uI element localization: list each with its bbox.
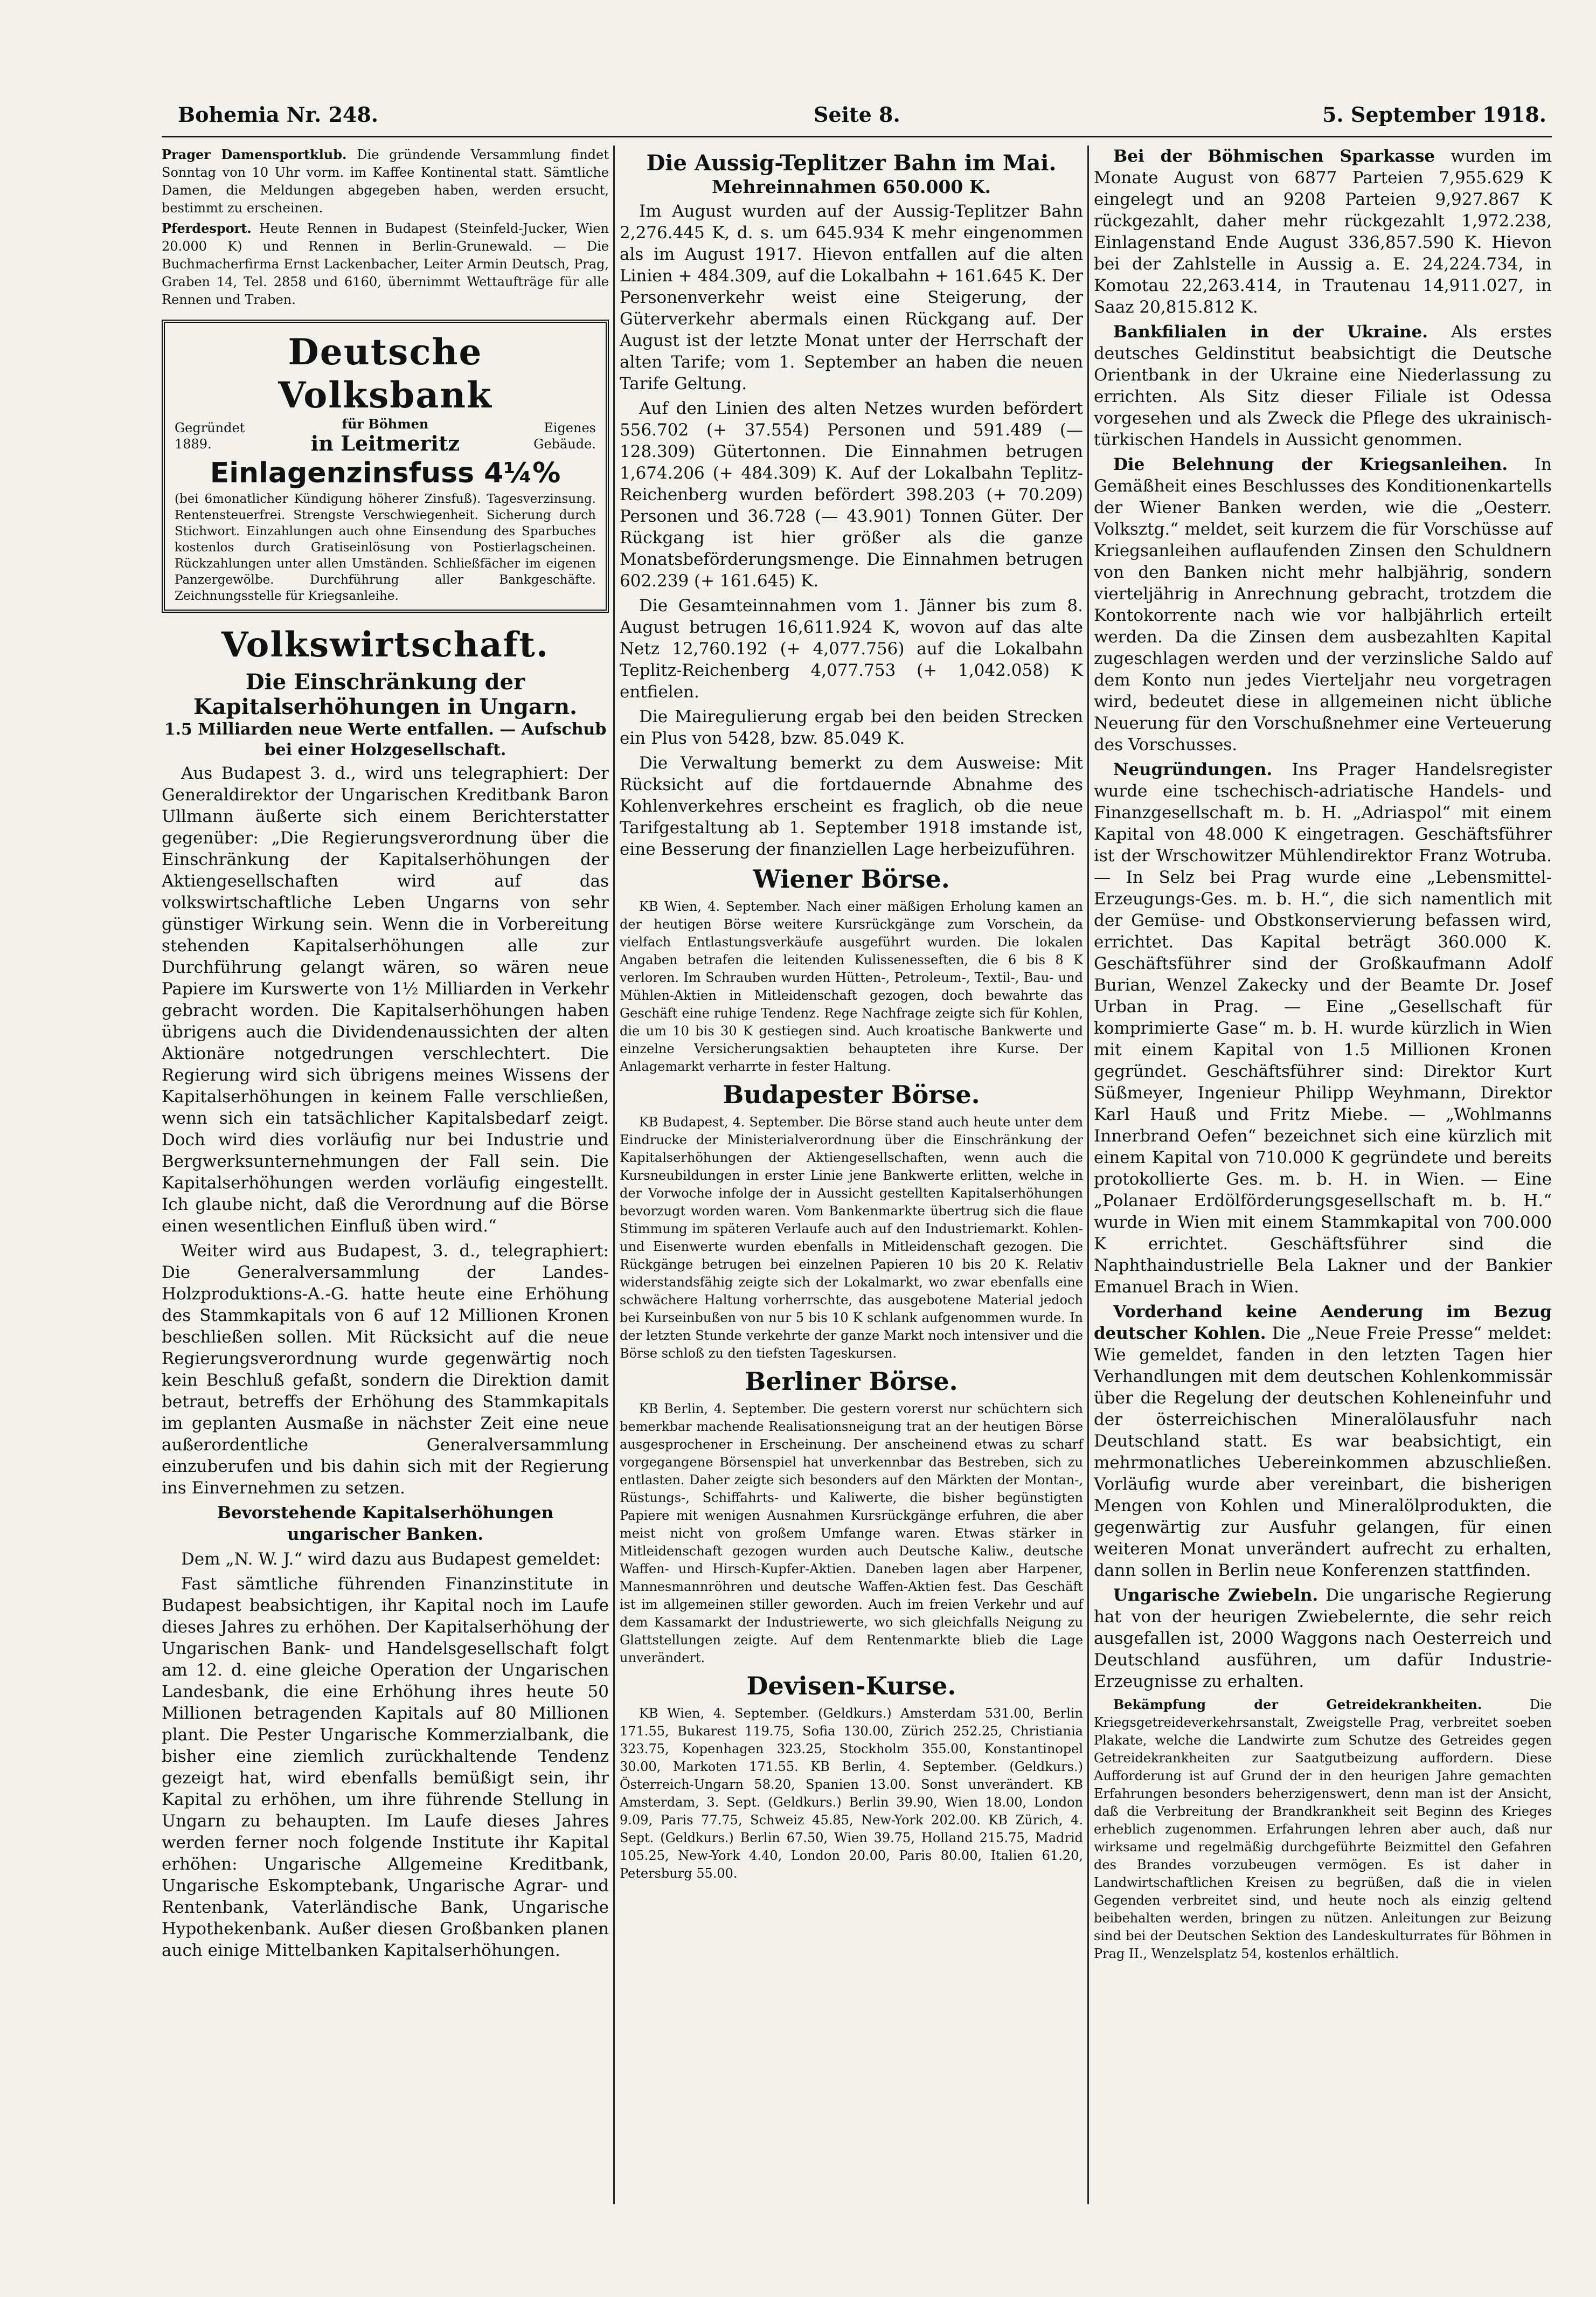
subheading-banks: Bevorstehende Kapitalserhöhungen ungarischer Banken. — [217, 1503, 554, 1544]
article-title-ungarn: Die Einschränkung der Kapitalserhöhungen in Ungarn. — [193, 669, 578, 719]
news-neugruendungen: Neugründungen. Ins Prager Handelsregister wurde eine tschechisch-adriatische Handels- und Finanzgesellschaft m. b. H. „Adriaspol“ mit einem Kapital von 48.000 K eingetragen. Geschäftsführer ist der Wrschowitzer Mühlendirektor Franz Wotruba. — In Selz bei Prag wurde eine „Lebensmittel-Erzeugungs-Ges. m. b. H.“, die sich namentlich mit der Gemüse- und Obstkonservierung befassen wird, errichtet. Das Kapital beträgt 360.000 K. Geschäftsführer sind der Großkaufmann Adolf Burian, Wenzel Zakecky und der Beamte Dr. Josef Urban in Prag. — Eine „Gesellschaft für komprimierte Gase“ m. b. H. wurde kürzlich in Wien mit einem Kapital von 1.5 Millionen Kronen gegründet. Geschäftsführer sind: Direktor Kurt Süßmeyer, Ingenieur Philipp Weyhmann, Direktor Karl Hauß und Fritz Miebe. — „Wohlmanns Innerbrand Oefen“ bezeichnet sich eine kürzlich mit einem Kapital von 710.000 K gegründete und bereits protokollierte Ges. m. b. H. in Wien. — Eine „Polanaer Erdölförderungsgesellschaft m. b. H.“ wurde in Wien mit einem Stammkapital von 700.000 K errichtet. Geschäftsführer sind die Naphthaindustrielle Bela Lakner und der Bankier Emanuel Brach in Wien. — [1094, 760, 1552, 1297]
header-page-number: Seite 8. — [814, 102, 900, 127]
report-budapester-boerse: KB Budapest, 4. September. Die Börse stand auch heute unter dem Eindrucke der Ministerialverordnung über die Einschränkung der Kapitalserhöhungen der Aktiengesellschaften, wenn auch die Kursneubildungen in erster Linie jene Bankwerte erlitten, welche in der Vorwoche infolge der in Aussicht gestellten Kapitalserhöhungen bevorzugt worden waren. Vom Bankenmarkte übertrug sich die flaue Stimmung im späteren Verlaufe auch auf den Industriemarkt. Kohlen- und Eisenwerte wurden ebenfalls in Mitleidenschaft gezogen. Die Rückgänge betrugen bei einzelnen Papieren 10 bis 20 K. Relativ widerstandsfähig zeigte sich der Lokalmarkt, wo zwar ebenfalls eine schwächere Haltung vorherrschte, das ausgebotene Material jedoch bei Kurseinbußen von nur 5 bis 10 K schlank aufgenommen wurde. In der letzten Stunde verkehrte der ganze Markt noch intensiver und die Börse schloß zu den tiefsten Tageskursen. — [620, 1115, 1083, 1361]
bank-interest-rate: Einlagenzinsfuss 4¼% — [210, 457, 561, 489]
bank-ad-text: (bei 6monatlicher Kündigung höherer Zinsfuß). Tagesverzinsung. Rentensteuerfrei. Strengste Verschwiegenheit. Sicherung durch Stichwort. Einzahlungen auch ohne Einsendung des Sparbuches kostenlos durch Gratiseinlösung von Postierlagscheinen. Rückzahlungen unter allen Umständen. Schließfächer im eigenen Panzergewölbe. Durchführung aller Bankgeschäfte. Zeichnungsstelle für Kriegsanleihe. — [175, 492, 596, 603]
news-sparkasse: Bei der Böhmischen Sparkasse wurden im Monate August von 6877 Parteien 7,955.629 K eingelegt und an 9208 Parteien 9,927.867 K rückgezahlt, daher mehr rückgezahlt 1,972.238, Einlagenstand Ende August 336,857.590 K. Hievon bei der Zahlstelle in Aussig a. E. 24,224.734, in Komotau 22,263.414, in Trautenau 14,911.027, in Saaz 20,815.812 K. — [1094, 147, 1552, 317]
bank-info-row — [175, 417, 596, 455]
title-devisen-kurse: Devisen-Kurse. — [746, 1671, 956, 1700]
notices — [162, 146, 609, 309]
news-ukraine: Bankfilialen in der Ukraine. Als erstes deutsches Geldinstitut beabsichtigt die Deutsche Orientbank in der Ukraine eine Niederlassung zu errichten. Als Sitz dieser Filiale ist Odessa vorgesehen und als Zweck die Pflege des ukrainisch-türkischen Handels in Aussicht genommen. — [1094, 322, 1552, 449]
article-paragraph: Weiter wird aus Budapest, 3. d., telegraphiert: Die Generalversammlung der Landes-Holzproduktions-A.-G. hatte heute eine Erhöhung des Stammkapitals von 6 auf 12 Millionen Kronen beschließen sollen. Mit Rücksicht auf die neue Regierungsverordnung wurde gegenwärtig noch kein Beschluß gefaßt, sondern die Direktion damit betraut, betreffs der Erhöhung des Stammkapitals im geplanten Ausmaße in nächster Zeit eine neue außerordentliche Generalversammlung einzuberufen und bis dahin sich mit der Regierung ins Einvernehmen zu setzen. — [162, 1241, 609, 1498]
news-zwiebeln: Ungarische Zwiebeln. Die ungarische Regierung hat von der heurigen Zwiebelernte, die sehr reich ausgefallen ist, 2000 Waggons nach Oesterreich und Deutschland ausführen, um dafür Industrie-Erzeugnisse zu erhalten. — [1094, 1586, 1552, 1691]
page-header — [178, 102, 1546, 140]
title-berliner-boerse: Berliner Börse. — [745, 1367, 958, 1396]
article-title-aussig-bahn: Die Aussig-Teplitzer Bahn im Mai. — [646, 150, 1057, 176]
report-berliner-boerse: KB Berlin, 4. September. Die gestern vorerst nur schüchtern sich bemerkbar machende Realisationsneigung trat an der heutigen Börse ausgesprochener in Erscheinung. Der anscheinend etwas zu scharf vorgegangene Börsenspiel hat unverkennbar das Bestreben, sich zu entlasten. Daher zeigte sich besonders auf den Märkten der Montan-, Rüstungs-, Schiffahrts- und Kaliwerte, die bisher begünstigten Papiere mit wenigen Ausnahmen Kursrückgänge erfuhren, die aber meist nicht von großem Umfange waren. Etwas stärker in Mitleidenschaft gezogen wurden auch Deutsche Kaliw., deutsche Waffen- und Hirsch-Kupfer-Aktien. Daneben lagen aber Harpener, Mannesmannröhren und deutsche Waffen-Aktien fest. Das Geschäft ist im allgemeinen stiller geworden. Auch im freien Verkehr und auf dem Kassamarkt der Industriewerte, wo sich gleichfalls Neigung zu Glattstellungen zeigte. Auf dem Rentenmarkte blieb die Lage unverändert. — [620, 1401, 1083, 1665]
news-kohlen: Vorderhand keine Aenderung im Bezug deutscher Kohlen. Die „Neue Freie Presse“ meldet: Wie gemeldet, fanden in den letzten Tagen hier Verhandlungen mit dem deutschen Kohlenkommissär über die Regelung der deutschen Kohleneinfuhr und der österreichischen Mineralölausfuhr nach Deutschland statt. Es war beabsichtigt, ein mehrmonatliches Uebereinkommen abzuschließen. Vorläufig wurde aber vereinbart, die bisherigen Mengen von Kohlen und Mineralölprodukten, die gegenwärtig zur Ausfuhr gelangen, für einen weiteren Monat unverändert aufrecht zu erhalten, dann sollen in Berlin neue Konferenzen stattfinden. — [1094, 1302, 1552, 1580]
column-2 — [620, 146, 1083, 1885]
title-budapester-boerse: Budapester Börse. — [723, 1080, 980, 1109]
column-rule-2 — [1087, 146, 1089, 2204]
report-devisen-kurse: KB Wien, 4. September. (Geldkurs.) Amsterdam 531.00, Berlin 171.55, Bukarest 119.75, Sofia 130.00, Zürich 252.25, Christiania 323.75, Kopenhagen 323.25, Stockholm 355.00, Konstantinopel 30.00, Markoten 171.55. KB Berlin, 4. September. (Geldkurs.) Österreich-Ungarn 58.20, Spanien 13.00. Sonst unverändert. KB Amsterdam, 3. Sept. (Geldkurs.) Berlin 39.90, Wien 18.00, London 9.09, Paris 77.75, Schweiz 45.85, New-York 202.00. KB Zürich, 4. Sept. (Geldkurs.) Berlin 67.50, Wien 39.75, Holland 215.75, Madrid 105.25, New-York 4.40, London 20.00, Paris 80.00, Italien 61.20, Petersburg 55.00. — [620, 1706, 1083, 1881]
article-paragraph: Dem „N. W. J.“ wird dazu aus Budapest gemeldet: — [181, 1549, 601, 1569]
article-paragraph: Die Mairegulierung ergab bei den beiden Strecken ein Plus von 5428, bzw. 85.049 K. — [620, 707, 1083, 748]
column-3 — [1094, 146, 1552, 1965]
article-subtitle-aussig-bahn: Mehreinnahmen 650.000 K. — [711, 176, 991, 197]
article-paragraph: Die Verwaltung bemerkt zu dem Ausweise: Mit Rücksicht auf die fortdauernde Abnahme des Kohlenverkehres erscheint es fraglich, ob die neue Tarifgestaltung ab 1. September 1918 imstande ist, eine Besserung der finanziellen Lage herbeizuführen. — [620, 753, 1083, 859]
article-paragraph: Die Gesamteinnahmen vom 1. Jänner bis zum 8. August betrugen 16,611.924 K, wovon auf das alte Netz 12,760.192 (+ 4,077.756) auf die Lokalbahn Teplitz-Reichenberg 4,077.753 (+ 1,042.058) K entfielen. — [620, 596, 1083, 702]
report-wiener-boerse: KB Wien, 4. September. Nach einer mäßigen Erholung kamen an der heutigen Börse weitere Kursrückgänge zum Vorschein, da vielfach Entlastungsverkäufe ausgeführt wurden. Die lokalen Angaben betrafen die leitenden Kulissenesseften, die 6 bis 8 K verloren. Im Schrauben wurden Hütten-, Petroleum-, Textil-, Bau- und Mühlen-Aktien in Mitleidenschaft gezogen, doch bewahrte das Geschäft eine ruhige Tendenz. Rege Nachfrage zeigte sich für Kohlen, die um 10 bis 30 K gestiegen sind. Auch kroatische Bankwerte und einzelne Versicherungsaktien behaupteten ihre Kurse. Der Anlagemarkt verharrte in fester Haltung. — [620, 899, 1083, 1074]
header-date: 5. September 1918. — [1322, 102, 1546, 127]
bank-founded: Gegründet 1889. — [175, 420, 245, 452]
bank-own-building: Eigenes Gebäude. — [533, 420, 596, 452]
column-1 — [162, 146, 609, 1964]
header-issue: Bohemia Nr. 248. — [178, 102, 379, 127]
article-paragraph: Fast sämtliche führenden Finanzinstitute in Budapest beabsichtigen, ihr Kapital noch im Laufe dieses Jahres zu erhöhen. Der Kapitalserhöhung der Ungarischen Bank- und Handelsgesellschaft folgt am 12. d. eine gleiche Operation der Ungarischen Landesbank, die eine Erhöhung ihres heute 50 Millionen betragenden Kapitals auf 80 Millionen plant. Die Pester Ungarische Kommerzialbank, die bisher eine ziemlich zurückhaltende Tendenz gezeigt hat, wird ebenfalls bemüßigt sein, ihr Kapital zu erhöhen, um ihre führende Stellung in Ungarn zu behaupten. Im Laufe dieses Jahres werden ferner noch folgende Institute ihr Kapital erhöhen: Ungarische Allgemeine Kreditbank, Ungarische Eskomptebank, Ungarische Agrar- und Rentenbank, Vaterländische Bank, Ungarische Hypothekenbank. Außer diesen Großbanken planen auch einige Mittelbanken Kapitalserhöhungen. — [162, 1574, 609, 1960]
news-getreidekrankheiten: Bekämpfung der Getreidekrankheiten. Die Kriegsgetreideverkehrsanstalt, Zweigstelle Prag, verbreitet soeben Plakate, welche die Landwirte zum Schutze des Getreides gegen Getreidekrankheiten zur Saatgutbeizung auffordern. Diese Aufforderung ist auf Grund der in den heurigen Jahre gemachten Erfahrungen besonders beherzigenswert, denn man ist der Ansicht, daß die Verbreitung der Brandkrankheit seit Beginn des Krieges erheblich zugenommen. Erfahrungen lehren aber auch, daß nur wirksame und regelmäßig durchgeführte Beizmittel den Gefahren des Brandes vorzubeugen vermögen. Es ist daher in Landwirtschaftlichen Kreisen zu begrüßen, daß die in vielen Gegenden verbreitet sind, und heute noch als einzig geltend beibehalten werden, bringen zu nützen. Anleitungen zur Beizung sind bei der Deutschen Sektion des Landeskulturrates für Böhmen in Prag II., Wenzelsplatz 54, kostenlos erhältlich. — [1094, 1697, 1552, 1961]
volksbank-advertisement — [162, 320, 609, 613]
news-kriegsanleihen: Die Belehnung der Kriegsanleihen. In Gemäßheit eines Beschlusses des Konditionenkartells der Wiener Banken werden, wie die „Oesterr. Volksztg.“ meldet, seit kurzem die für Vorschüsse auf Kriegsanleihen auflaufenden Zinsen den Schuldnern von den Banken nicht mehr halbjährig, sondern vierteljährig in Anrechnung gebracht, trotzdem die Kontokorrente nach wie vor halbjährlich erteilt werden. Da die Zinsen dem ausbezahlten Kapital zugeschlagen werden und der verzinsliche Saldo auf dem Konto nun jedes Vierteljahr neu vorgetragen wird, bedeutet diese in allgemeinen nicht übliche Neuerung für den Vorschußnehmer eine Verteuerung des Vorschusses. — [1094, 455, 1552, 755]
bank-location: für Böhmen in Leitmeritz — [310, 416, 460, 455]
article-paragraph: Im August wurden auf der Aussig-Teplitzer Bahn 2,276.445 K, d. s. um 645.934 K mehr eingenommen als im August 1917. Hievon entfallen auf die alten Linien + 484.309, auf die Lokalbahn + 161.645 K. Der Personenverkehr weist eine Steigerung, der Güterverkehr abermals einen Rückgang auf. Der August ist der letzte Monat unter der Herrschaft der alten Tarife; vom 1. September an haben die neuen Tarife Geltung. — [620, 202, 1083, 393]
article-paragraph: Auf den Linien des alten Netzes wurden befördert 556.702 (+ 37.554) Personen und 591.489 (— 128.309) Gütertonnen. Die Einnahmen betrugen 1,674.206 (+ 484.309) K. Auf der Lokalbahn Teplitz-Reichenberg wurden befördert 398.203 (+ 70.209) Personen und 36.728 (— 43.901) Tonnen Güter. Der Rückgang ist hier größer als die ganze Monatsbeförderungsmenge. Die Einnahmen betrugen 602.239 (+ 161.645) K. — [620, 399, 1083, 591]
header-rule — [162, 136, 1552, 137]
column-rule-1 — [613, 146, 615, 2204]
section-title-volkswirtschaft: Volkswirtschaft. — [221, 625, 550, 665]
title-wiener-boerse: Wiener Börse. — [753, 864, 950, 894]
notice-pferdesport: Pferdesport. Heute Rennen in Budapest (Steinfeld-Jucker, Wien 20.000 K) und Rennen in Berlin-Grunewald. — Die Buchmacherfirma Ernst Lackenbacher, Leiter Armin Deutsch, Prag, Graben 14, Tel. 2858 und 6160, übernimmt Wettaufträge für alle Rennen und Traben. — [162, 220, 609, 307]
article-subtitle-ungarn: 1.5 Milliarden neue Werte entfallen. — Aufschub bei einer Holzgesellschaft. — [164, 720, 607, 759]
notice-damensport: Prager Damensportklub. Die gründende Versammlung findet Sonntag von 10 Uhr vorm. im Kaffee Kontinental statt. Sämtliche Damen, die Meldungen abgegeben haben, werden ersucht, bestimmt zu erscheinen. — [162, 147, 609, 216]
bank-name: Deutsche Volksbank — [278, 331, 492, 416]
article-paragraph: Aus Budapest 3. d., wird uns telegraphiert: Der Generaldirektor der Ungarischen Kreditbank Baron Ullmann äußerte sich einem Berichterstatter gegenüber: „Die Regierungsverordnung über die Einschränkung der Kapitalserhöhungen der Aktiengesellschaften wird auf das volkswirtschaftliche Leben Ungarns von sehr günstiger Wirkung sein. Wenn die in Vorbereitung stehenden Kapitalserhöhungen alle zur Durchführung gelangt wären, so wären neue Papiere im Kurswerte von 1½ Milliarden in Verkehr gebracht worden. Die Kapitalserhöhungen haben übrigens auch die Dividendenaussichten der alten Aktionäre notgedrungen verschlechtert. Die Regierung wird sich übrigens meines Wissens der Kapitalserhöhungen in keinem Falle verschließen, wenn sich ein tatsächlicher Kapitalsbedarf zeigt. Doch wird dies vorläufig nur bei Industrie und Bergwerksunternehmungen der Fall sein. Die Kapitalserhöhungen werden vorläufig eingestellt. Ich glaube nicht, daß die Verordnung auf die Börse einen wesentlichen Einfluß üben wird.“ — [162, 764, 609, 1236]
